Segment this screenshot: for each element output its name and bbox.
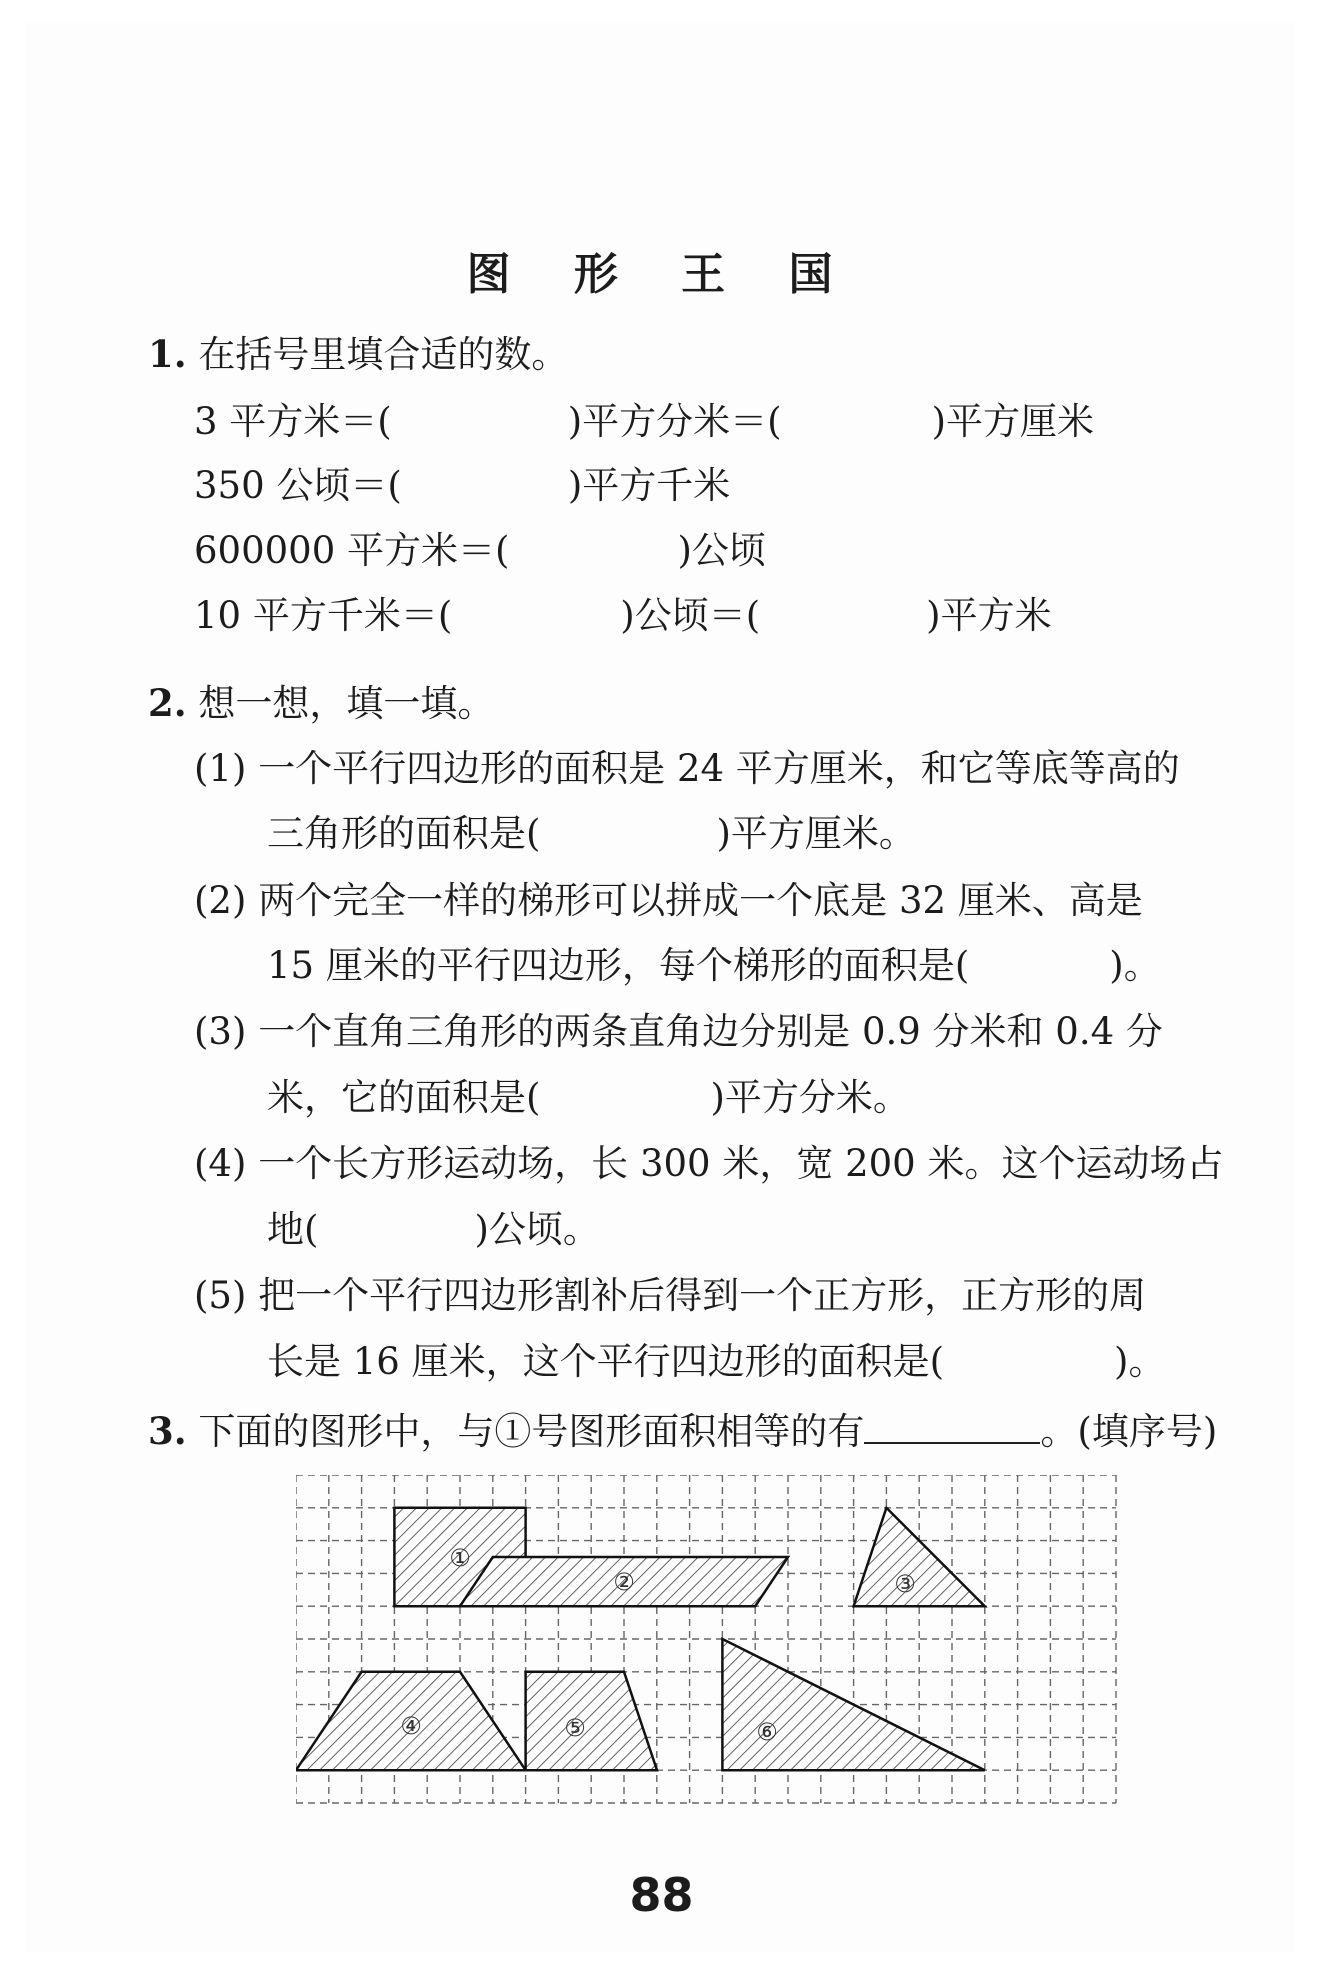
q2-heading [148,681,495,725]
shape-3-label: ③ [894,1570,916,1598]
q2-item-label: (3) [194,1010,247,1053]
q1-line-1 [194,400,1095,443]
q2-item-text: 地( [267,1208,319,1251]
q1-line1-part3: )平方厘米 [931,400,1095,443]
q1-line4-part1: 10 平方千米＝( [194,594,453,637]
q1-line2-part1: 350 公顷＝( [194,464,402,507]
shape-5-label: ⑤ [564,1714,586,1742]
answer-underline-blank[interactable] [864,1412,1040,1444]
page-title: 图 形 王 国 [466,249,857,300]
q1-line3-part2: )公顷 [677,529,766,572]
q2-number: 2. [148,681,187,725]
q1-line3-part1: 600000 平方米＝( [194,529,510,572]
q1-line1-part2: )平方分米＝( [567,400,782,443]
q2-item-text: )。 [1109,944,1161,987]
q2-item-text: )平方分米。 [710,1076,910,1119]
q3-heading [148,1409,1218,1453]
shape-1-label: ① [449,1544,471,1572]
shape-4-label: ④ [400,1712,422,1740]
q2-item-label: (5) [194,1274,247,1317]
q1-heading [148,332,569,376]
q2-item-text: 三角形的面积是( [267,812,541,855]
q1-line-3 [194,529,766,572]
q2-item-text: 把一个平行四边形割补后得到一个正方形，正方形的周 [258,1274,1147,1317]
q2-item-text: 一个平行四边形的面积是 24 平方厘米，和它等底等高的 [258,747,1180,790]
q1-line4-part2: )公顷＝( [620,594,761,637]
q2-item-text: 长是 16 厘米，这个平行四边形的面积是( [267,1340,945,1383]
q2-item-text: )。 [1114,1340,1166,1383]
q2-item-label: (4) [194,1142,247,1185]
q1-line4-part3: )平方米 [926,594,1052,637]
q1-prompt: 在括号里填合适的数。 [198,333,569,376]
q3-prompt-tail: 。(填序号) [1040,1410,1218,1453]
q2-item-label: (1) [194,747,247,790]
q1-number: 1. [148,332,187,376]
q2-item-text: 两个完全一样的梯形可以拼成一个底是 32 厘米、高是 [258,879,1143,922]
q2-item-label: (2) [194,879,247,922]
q1-line1-part1: 3 平方米＝( [194,400,392,443]
shape-3-triangle[interactable] [854,1508,985,1606]
page-number: 88 [629,1868,694,1922]
q1-line-4 [194,594,1052,637]
shape-2-label: ② [613,1568,635,1596]
shape-5-trapezoid[interactable] [526,1672,657,1770]
q1-line2-part2: )平方千米 [567,464,731,507]
shape-6-label: ⑥ [756,1718,778,1746]
q2-item-text: )平方厘米。 [716,812,916,855]
q3-number: 3. [148,1409,187,1453]
q2-item-text: 一个长方形运动场，长 300 米，宽 200 米。这个运动场占 [258,1142,1224,1185]
shape-grid-svg [296,1475,1121,1815]
q2-prompt: 想一想，填一填。 [198,682,495,725]
q2-item-text: 15 厘米的平行四边形，每个梯形的面积是( [267,944,970,987]
q2-item-text: )公顷。 [474,1208,600,1251]
q2-item-text: 米，它的面积是( [267,1076,541,1119]
shape-grid-figure [296,1475,1121,1819]
q2-item-text: 一个直角三角形的两条直角边分别是 0.9 分米和 0.4 分 [258,1010,1163,1053]
q1-line-2 [194,464,731,507]
q3-prompt: 下面的图形中，与①号图形面积相等的有 [198,1410,865,1453]
